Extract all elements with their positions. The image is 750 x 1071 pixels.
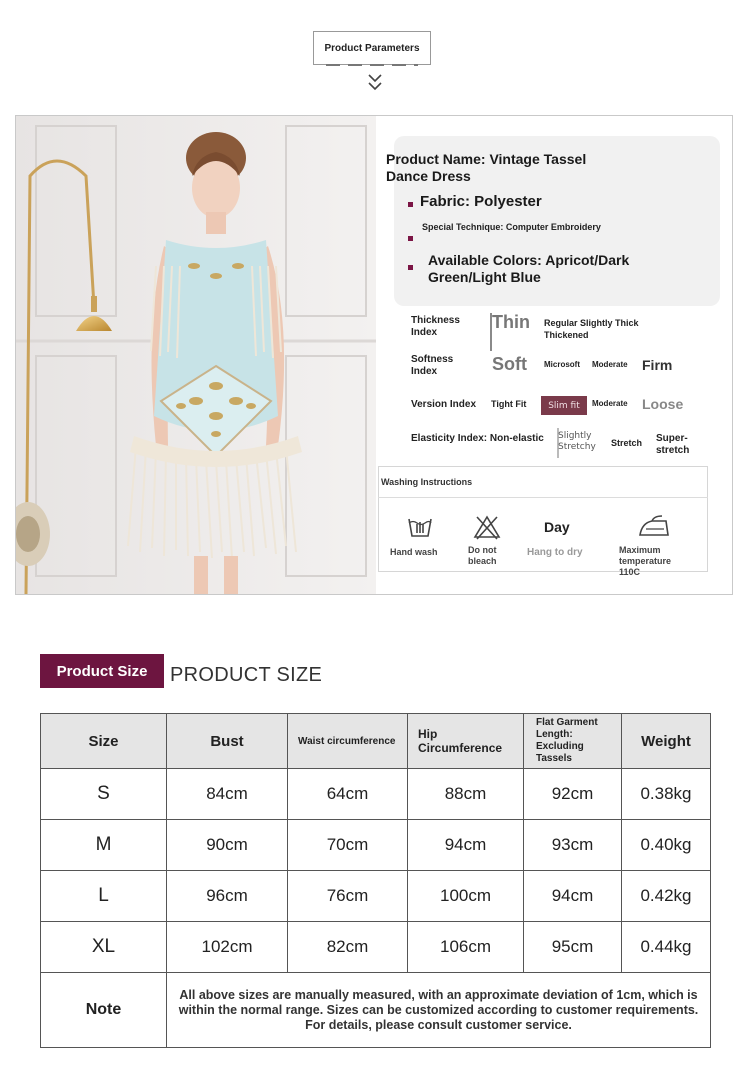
cell-size: S	[41, 769, 167, 820]
available-colors-text: Available Colors: Apricot/Dark Green/Light Blue	[428, 252, 630, 285]
washing-instructions-title: Washing Instructions	[381, 477, 473, 487]
fabric-text: Fabric: Polyester	[420, 193, 542, 210]
column-header-hip: Hip Circumference	[408, 714, 524, 769]
do-not-bleach-label: Do not bleach	[468, 545, 497, 566]
version-index-label: Version Index	[411, 399, 477, 410]
cell-weight: 0.40kg	[622, 820, 711, 871]
product-name: Product Name: Vintage Tassel Dance Dress	[386, 151, 587, 184]
softness-option-firm: Firm	[642, 357, 673, 373]
cell-waist: 70cm	[288, 820, 408, 871]
cell-size: L	[41, 871, 167, 922]
thickness-option-regular: Regular Slightly Thick Thickened	[544, 318, 639, 340]
elasticity-index-label: Elasticity Index: Non-elastic	[411, 433, 544, 444]
cell-hip: 100cm	[408, 871, 524, 922]
cell-bust: 102cm	[167, 922, 288, 973]
note-text: All above sizes are manually measured, with an approximate deviation of 1cm, which is within the normal range. Sizes can be customized according to customer requirements. For details, please consult customer service.	[167, 973, 711, 1048]
divider	[378, 497, 708, 498]
chevron-down-icon	[366, 72, 384, 94]
cell-waist: 76cm	[288, 871, 408, 922]
cell-bust: 90cm	[167, 820, 288, 871]
softness-index-label: Softness Index	[411, 354, 454, 377]
note-row	[41, 973, 711, 1048]
table-row	[41, 769, 711, 820]
cell-hip: 94cm	[408, 820, 524, 871]
table-row	[41, 820, 711, 871]
version-option-loose: Loose	[642, 396, 684, 412]
table-header-row	[41, 714, 711, 769]
version-option-moderate: Moderate	[592, 399, 628, 408]
cell-waist: 82cm	[288, 922, 408, 973]
elasticity-option-slightly-stretchy: Slightly Stretchy	[558, 431, 596, 452]
product-parameters-panel	[15, 115, 733, 595]
hand-wash-icon	[406, 513, 434, 539]
hang-to-dry-label: Hang to dry	[527, 547, 583, 558]
version-option-tight-fit: Tight Fit	[491, 399, 527, 409]
table-row	[41, 922, 711, 973]
cell-hip: 88cm	[408, 769, 524, 820]
cell-size: M	[41, 820, 167, 871]
cell-length: 95cm	[524, 922, 622, 973]
thickness-option-thin: Thin	[492, 312, 530, 332]
column-header-weight: Weight	[622, 714, 711, 769]
cell-bust: 96cm	[167, 871, 288, 922]
column-header-bust: Bust	[167, 714, 288, 769]
version-option-slim-fit: Slim fit	[541, 396, 587, 415]
cell-bust: 84cm	[167, 769, 288, 820]
cell-length: 92cm	[524, 769, 622, 820]
bullet-icon	[408, 236, 413, 241]
cell-hip: 106cm	[408, 922, 524, 973]
iron-icon	[636, 513, 672, 539]
bullet-icon	[408, 202, 413, 207]
softness-option-soft: Soft	[492, 354, 527, 374]
softness-option-microsoft: Microsoft	[544, 360, 580, 369]
cell-length: 93cm	[524, 820, 622, 871]
hang-to-dry-icon: Day	[544, 519, 570, 535]
softness-option-moderate: Moderate	[592, 360, 628, 369]
note-label: Note	[41, 973, 167, 1048]
hand-wash-label: Hand wash	[390, 547, 438, 557]
cell-weight: 0.44kg	[622, 922, 711, 973]
do-not-bleach-icon	[473, 514, 501, 540]
table-row	[41, 871, 711, 922]
column-header-waist: Waist circumference	[288, 714, 408, 769]
size-table	[40, 713, 711, 1048]
special-technique-text: Special Technique: Computer Embroidery	[422, 222, 601, 232]
max-temperature-label: Maximum temperature 110C	[619, 545, 672, 577]
thickness-index-label: Thickness Index	[411, 315, 460, 338]
cell-size: XL	[41, 922, 167, 973]
product-photo	[16, 116, 376, 594]
elasticity-option-super-stretch: Super-stretch	[656, 433, 690, 456]
bullet-icon	[408, 265, 413, 270]
product-size-tag: Product Size	[40, 654, 164, 688]
product-size-title: PRODUCT SIZE	[170, 664, 323, 686]
product-parameters-label: Product Parameters	[324, 42, 420, 54]
cell-waist: 64cm	[288, 769, 408, 820]
cell-weight: 0.42kg	[622, 871, 711, 922]
column-header-length: Flat Garment Length: Excluding Tassels	[524, 714, 622, 769]
column-header-size: Size	[41, 714, 167, 769]
product-parameters-badge	[313, 31, 431, 65]
cell-weight: 0.38kg	[622, 769, 711, 820]
elasticity-option-stretch: Stretch	[611, 438, 643, 448]
cell-length: 94cm	[524, 871, 622, 922]
